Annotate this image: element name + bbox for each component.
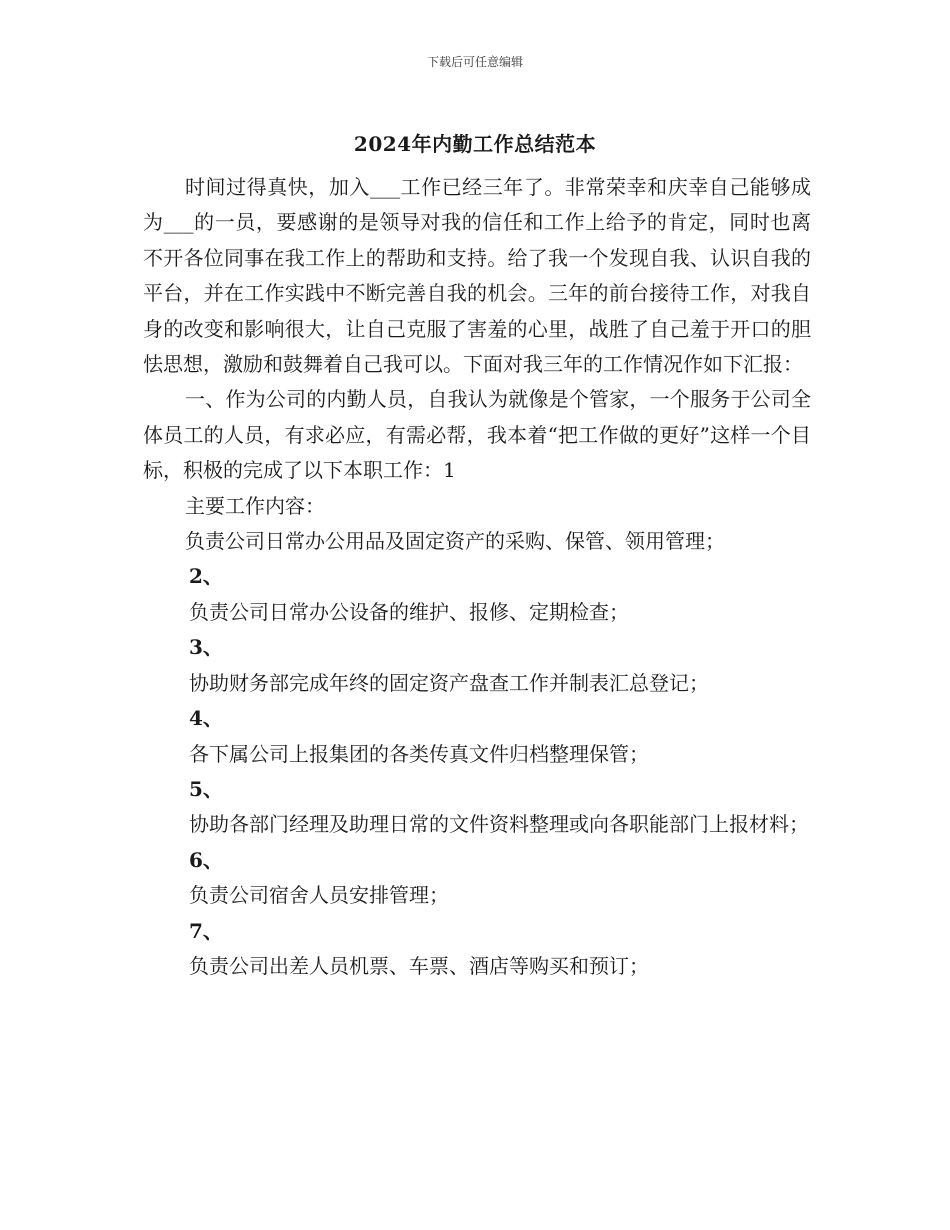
duty-item-text: 协助各部门经理及助理日常的文件资料整理或向各职能部门上报材料； [189, 812, 809, 837]
duty-item-number: 7、 [189, 918, 223, 943]
main-duties-heading: 主要工作内容： [185, 493, 325, 518]
section-one-paragraph: 一、作为公司的内勤人员，自我认为就像是个管家，一个服务于公司全体员工的人员，有求必应，有需必帮，我本着“把工作做的更好”这样一个目标，积极的完成了以下本职工作：1 [143, 387, 811, 483]
duty-item-text: 负责公司宿舍人员安排管理； [189, 883, 449, 908]
duty-item-1-text: 负责公司日常办公用品及固定资产的采购、保管、领用管理； [185, 529, 725, 554]
header-note: 下载后可任意编辑 [426, 55, 523, 69]
duty-item-text: 负责公司日常办公设备的维护、报修、定期检查； [189, 599, 629, 624]
duty-item-text: 各下属公司上报集团的各类传真文件归档整理保管； [189, 741, 649, 766]
intro-paragraph: 时间过得真快，加入___工作已经三年了。非常荣幸和庆幸自己能够成为___的一员，要感谢的是领导对我的信任和工作上给予的肯定，同时也离不开各位同事在我工作上的帮助和支持。给了我一个发现自我、认识自我的平台，并在工作实践中不断完善自我的机会。三年的前台接待工作，对我自身的改变和影响很大，让自己克服了害羞的心里，战胜了自己羞于开口的胆怯思想，激励和鼓舞着自己我可以。下面对我三年的工作情况作如下汇报： [143, 175, 811, 377]
document-body [143, 170, 811, 984]
duty-item-text: 协助财务部完成年终的固定资产盘查工作并制表汇总登记； [189, 670, 709, 695]
document-title: 2024年内勤工作总结范本 [353, 132, 597, 156]
duty-item-number: 4、 [189, 706, 223, 731]
duty-item-number: 3、 [189, 635, 223, 660]
duty-item-number: 6、 [189, 847, 223, 872]
duty-item-number: 2、 [189, 564, 223, 589]
duty-item-number: 5、 [189, 776, 223, 801]
duty-item-text: 负责公司出差人员机票、车票、酒店等购买和预订； [189, 953, 649, 978]
